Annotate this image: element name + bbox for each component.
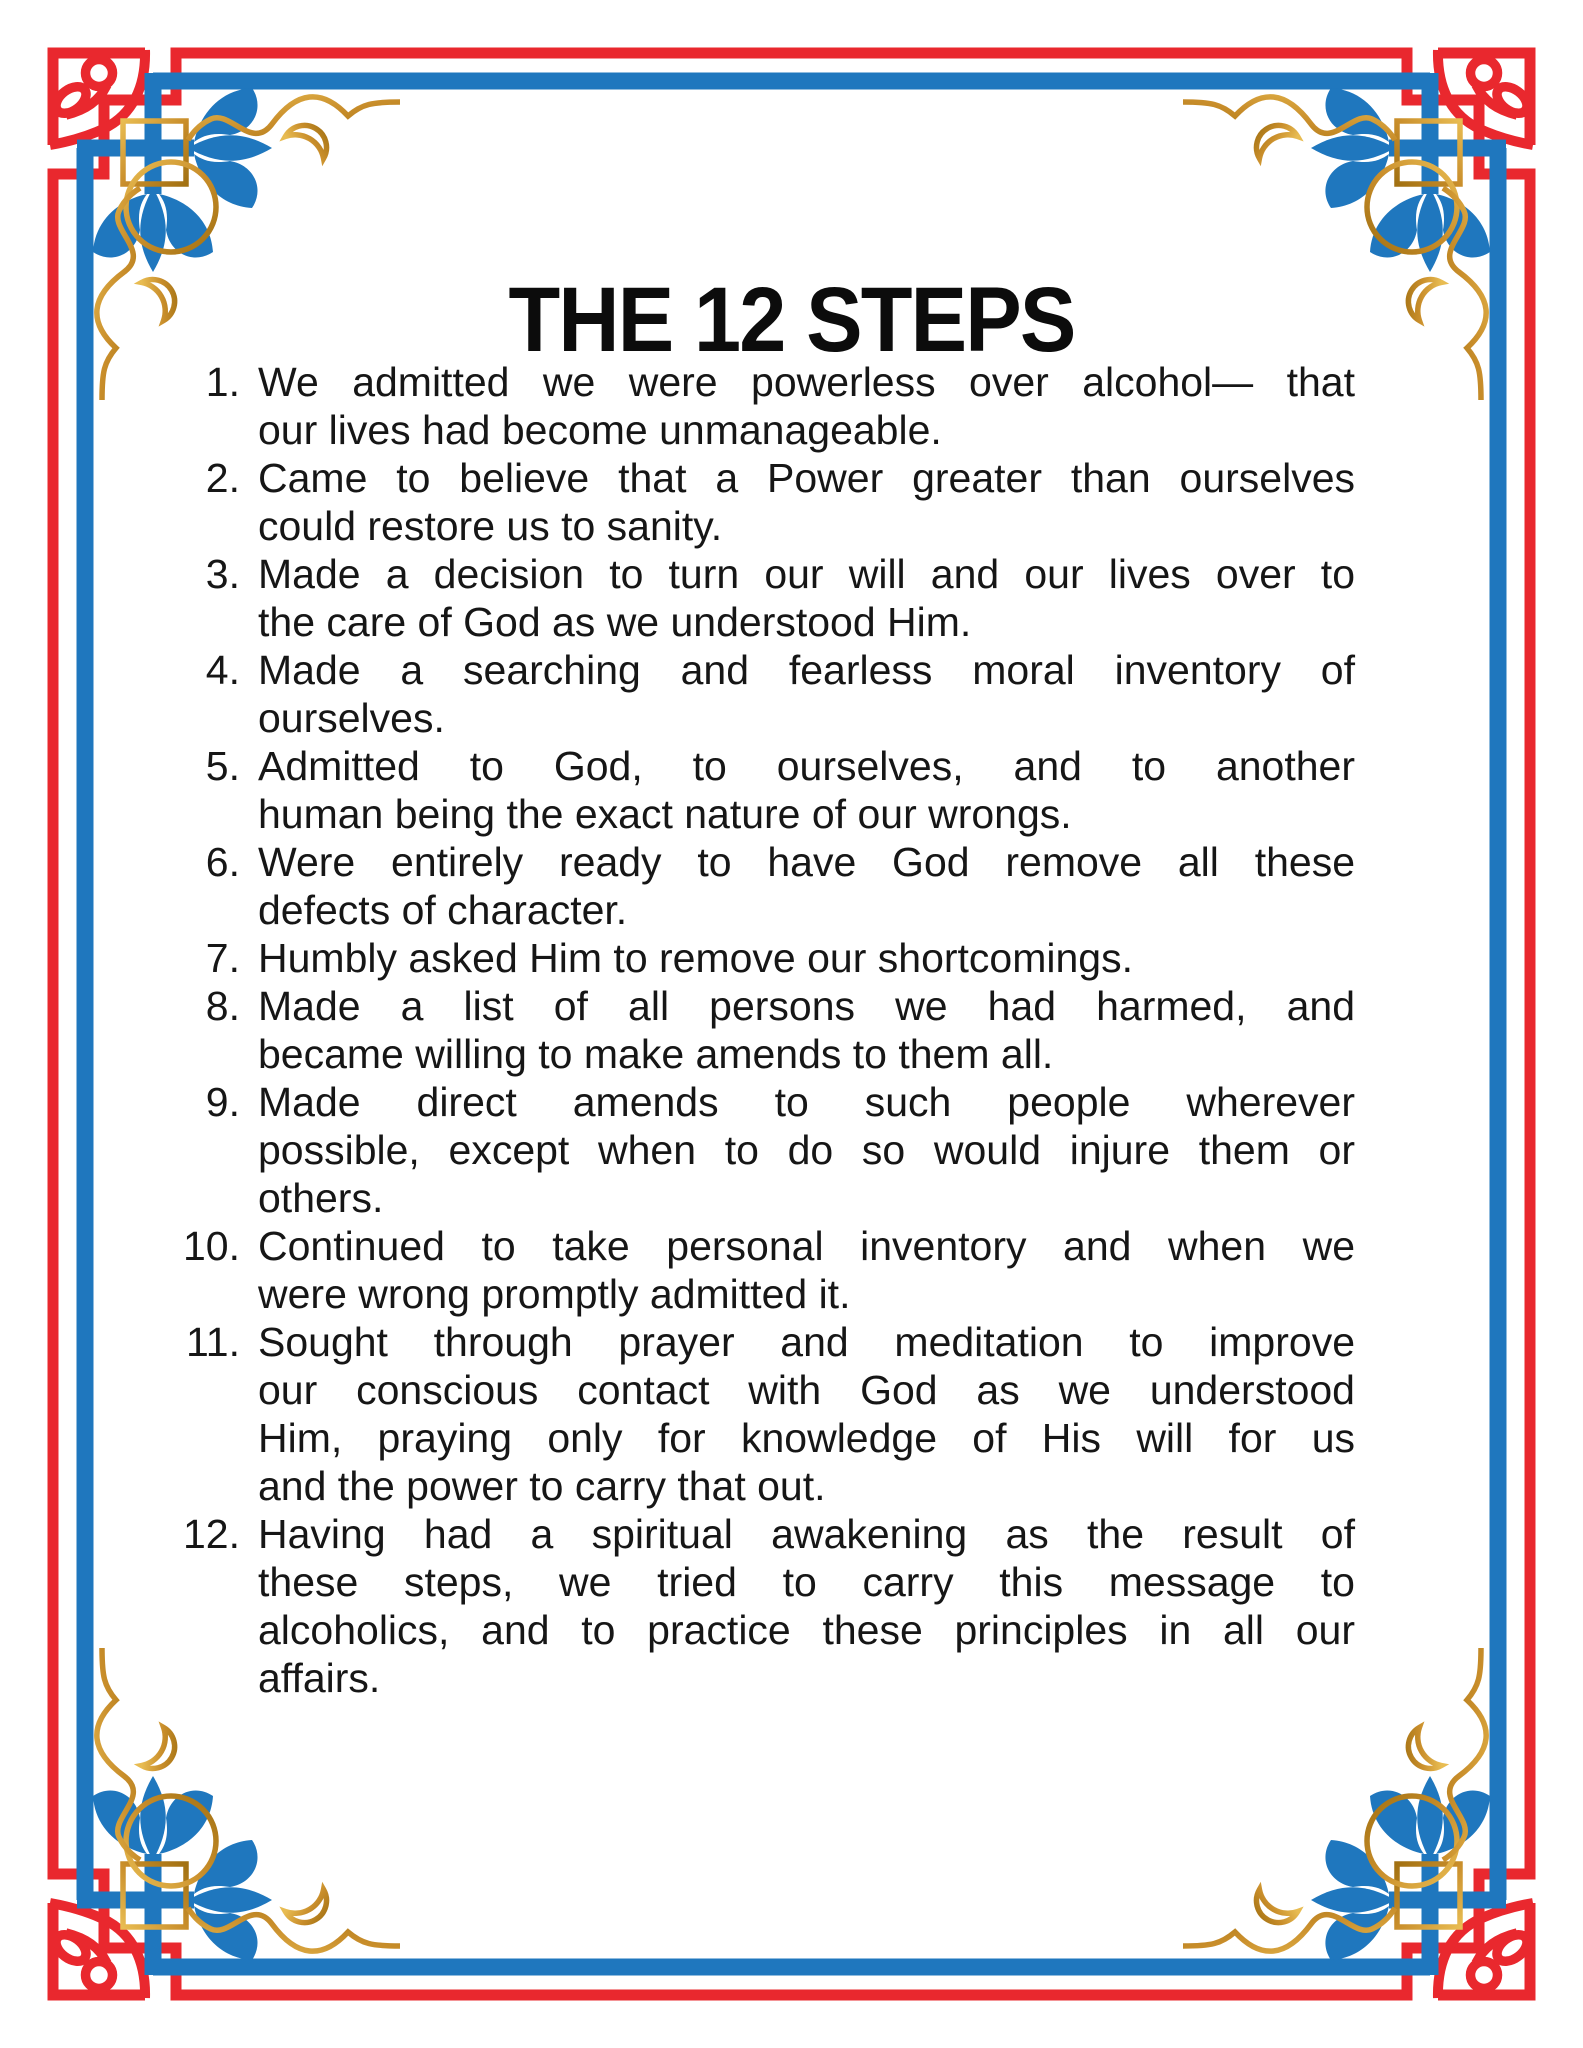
step-line: Him, praying only for knowledge of His will for us (258, 1415, 1355, 1461)
step-number: 8. (205, 983, 240, 1029)
step-number: 3. (205, 551, 240, 597)
step-line: human being the exact nature of our wrongs. (258, 791, 1072, 837)
step-line: our lives had become unmanageable. (258, 407, 942, 453)
step-number: 6. (205, 839, 240, 885)
step-item (0, 838, 1583, 934)
step-number: 1. (205, 359, 240, 405)
step-line: Made a searching and fearless moral inventory of (258, 647, 1355, 693)
step-line: and the power to carry that out. (258, 1463, 826, 1509)
step-number: 11. (186, 1319, 240, 1365)
step-item (0, 982, 1583, 1078)
step-number: 12. (183, 1511, 240, 1557)
step-number: 2. (205, 455, 240, 501)
step-number: 4. (205, 647, 240, 693)
step-item (0, 1510, 1583, 1702)
page-title: THE 12 STEPS (508, 268, 1075, 371)
step-item (0, 1078, 1583, 1222)
step-item (0, 934, 1583, 982)
step-line: affairs. (258, 1655, 381, 1701)
step-number: 7. (205, 935, 240, 981)
step-line: We admitted we were powerless over alcohol— that (258, 359, 1355, 405)
step-line: our conscious contact with God as we understood (258, 1367, 1355, 1413)
step-item (0, 550, 1583, 646)
step-line: ourselves. (258, 695, 445, 741)
step-line: Continued to take personal inventory and when we (258, 1223, 1355, 1269)
step-line: others. (258, 1175, 384, 1221)
step-item (0, 358, 1583, 454)
step-line: possible, except when to do so would injure them or (258, 1127, 1355, 1173)
step-line: the care of God as we understood Him. (258, 599, 972, 645)
step-line: Came to believe that a Power greater than ourselves (258, 455, 1355, 501)
step-line: alcoholics, and to practice these principles in all our (258, 1607, 1355, 1653)
step-item (0, 742, 1583, 838)
step-line: Made a decision to turn our will and our lives over to (258, 551, 1355, 597)
step-line: Admitted to God, to ourselves, and to another (258, 743, 1355, 789)
step-line: defects of character. (258, 887, 628, 933)
step-line: were wrong promptly admitted it. (258, 1271, 851, 1317)
step-item (0, 1222, 1583, 1318)
step-line: Humbly asked Him to remove our shortcomings. (258, 935, 1133, 981)
step-line: Made direct amends to such people wherever (258, 1079, 1355, 1125)
step-line: Made a list of all persons we had harmed, and (258, 983, 1355, 1029)
step-line: Were entirely ready to have God remove all these (258, 839, 1355, 885)
steps-list (0, 358, 1583, 1702)
step-number: 10. (183, 1223, 240, 1269)
step-item (0, 1318, 1583, 1510)
step-item (0, 646, 1583, 742)
step-item (0, 454, 1583, 550)
step-line: could restore us to sanity. (258, 503, 723, 549)
step-line: became willing to make amends to them all. (258, 1031, 1054, 1077)
step-line: Sought through prayer and meditation to improve (258, 1319, 1355, 1365)
step-number: 9. (205, 1079, 240, 1125)
step-line: Having had a spiritual awakening as the result of (258, 1511, 1355, 1557)
step-number: 5. (205, 743, 240, 789)
step-line: these steps, we tried to carry this message to (258, 1559, 1355, 1605)
